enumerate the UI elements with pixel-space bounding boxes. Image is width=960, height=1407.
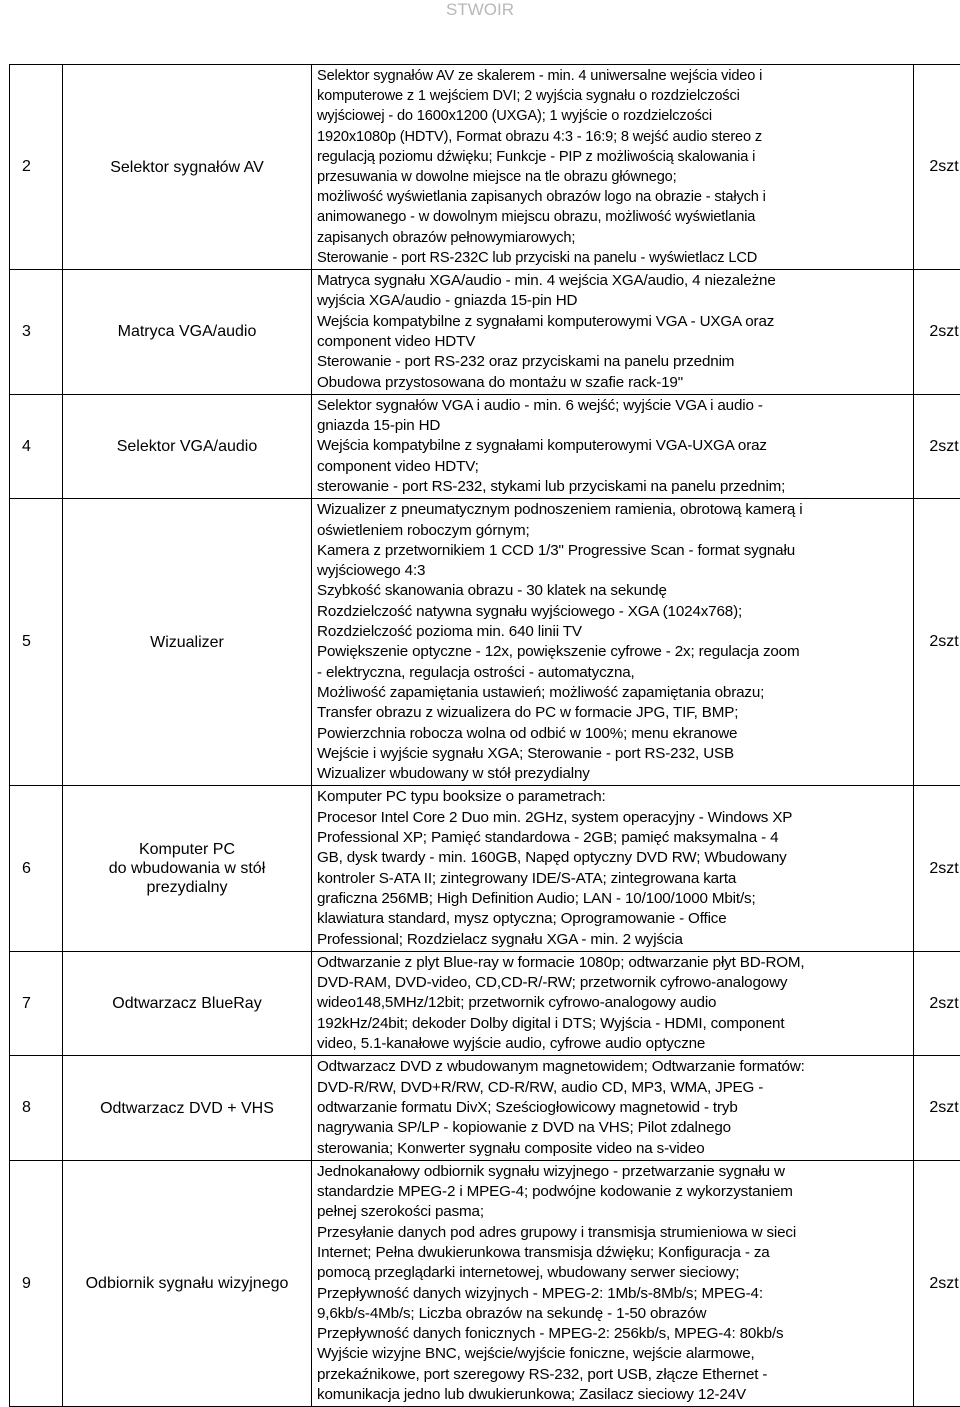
item-description: [312, 270, 914, 395]
item-name: [63, 270, 312, 395]
description-line: Kamera z przetwornikiem 1 CCD 1/3" Progressive Scan - format sygnału: [317, 541, 909, 561]
item-description: [312, 1160, 914, 1407]
description-line: Powiększenie optyczne - 12x, powiększenie cyfrowe - 2x; regulacja zoom: [317, 642, 909, 662]
description-line: wideo148,5MHz/12bit; przetwornik cyfrowo-analogowy audio: [317, 993, 909, 1013]
item-number: 4: [10, 394, 63, 498]
item-description: [312, 394, 914, 498]
description-line: GB, dysk twardy - min. 160GB, Napęd optyczny DVD RW; Wbudowany: [317, 848, 909, 868]
description-line: Matryca sygnału XGA/audio - min. 4 wejścia XGA/audio, 4 niezależne: [317, 271, 909, 291]
item-name: [63, 951, 312, 1055]
description-line: sterowania; Konwerter sygnału composite video na s-video: [317, 1139, 909, 1159]
description-line: wyjściowego 4:3: [317, 561, 909, 581]
item-quantity: 2szt: [914, 65, 960, 270]
site-name: STWOIR: [446, 0, 514, 19]
item-number: 5: [10, 499, 63, 786]
description-line: Wejścia kompatybilne z sygnałami komputerowymi VGA - UXGA oraz: [317, 312, 909, 332]
item-name: [63, 1056, 312, 1160]
item-name-line: Odbiornik sygnału wizyjnego: [67, 1274, 307, 1293]
description-line: DVD-R/RW, DVD+R/RW, CD-R/RW, audio CD, MP3, WMA, JPEG -: [317, 1078, 909, 1098]
item-name-line: Matryca VGA/audio: [67, 322, 307, 341]
description-line: przekaźnikowe, port szeregowy RS-232, port USB, złącze Ethernet -: [317, 1365, 909, 1385]
description-line: zapisanych obrazów pełnowymiarowych;: [317, 228, 909, 248]
description-line: Selektor sygnałów AV ze skalerem - min. 4 uniwersalne wejścia video i: [317, 66, 909, 86]
item-name: [63, 1160, 312, 1407]
item-description: [312, 499, 914, 786]
description-line: Procesor Intel Core 2 Duo min. 2GHz, system operacyjny - Windows XP: [317, 808, 909, 828]
description-line: Selektor sygnałów VGA i audio - min. 6 wejść; wyjście VGA i audio -: [317, 396, 909, 416]
description-line: - elektryczna, regulacja ostrości - automatyczna,: [317, 663, 909, 683]
description-line: graficzna 256MB; High Definition Audio; LAN - 10/100/1000 Mbit/s;: [317, 889, 909, 909]
description-line: video, 5.1-kanałowe wyjście audio, cyfrowe audio optyczne: [317, 1034, 909, 1054]
table-row: [10, 786, 960, 951]
item-name: [63, 65, 312, 270]
description-line: regulacją poziomu dźwięku; Funkcje - PIP z możliwością skalowania i: [317, 147, 909, 167]
description-line: Transfer obrazu z wizualizera do PC w formacie JPG, TIF, BMP;: [317, 703, 909, 723]
description-line: Professional; Rozdzielacz sygnału XGA - min. 2 wyjścia: [317, 930, 909, 950]
description-line: pełnej szerokości pasma;: [317, 1202, 909, 1222]
description-line: Obudowa przystosowana do montażu w szafie rack-19": [317, 373, 909, 393]
description-line: Powierzchnia robocza wolna od odbić w 100%; menu ekranowe: [317, 724, 909, 744]
description-line: nagrywania SP/LP - kopiowanie z DVD na VHS; Pilot zdalnego: [317, 1118, 909, 1138]
description-line: component video HDTV: [317, 332, 909, 352]
item-number: 3: [10, 270, 63, 395]
description-line: Szybkość skanowania obrazu - 30 klatek na sekundę: [317, 581, 909, 601]
item-quantity: 2szt: [914, 786, 960, 951]
description-line: Wejścia kompatybilne z sygnałami komputerowymi VGA-UXGA oraz: [317, 436, 909, 456]
item-name-line: Selektor sygnałów AV: [67, 158, 307, 177]
description-line: Wejście i wyjście sygnału XGA; Sterowanie - port RS-232, USB: [317, 744, 909, 764]
description-line: oświetleniem roboczym górnym;: [317, 521, 909, 541]
table-row: [10, 394, 960, 498]
description-line: Sterowanie - port RS-232C lub przyciski na panelu - wyświetlacz LCD: [317, 248, 909, 268]
description-line: Sterowanie - port RS-232 oraz przyciskami na panelu przednim: [317, 352, 909, 372]
description-line: Rozdzielczość pozioma min. 640 linii TV: [317, 622, 909, 642]
description-line: Jednokanałowy odbiornik sygnału wizyjnego - przetwarzanie sygnału w: [317, 1162, 909, 1182]
item-name-line: Odtwarzacz BlueRay: [67, 994, 307, 1013]
description-line: 9,6kb/s-4Mb/s; Liczba obrazów na sekundę - 1-50 obrazów: [317, 1304, 909, 1324]
description-line: Komputer PC typu booksize o parametrach:: [317, 787, 909, 807]
item-name-line: Odtwarzacz DVD + VHS: [67, 1099, 307, 1118]
equipment-spec-table: [9, 64, 960, 1407]
description-line: DVD-RAM, DVD-video, CD,CD-R/-RW; przetwornik cyfrowo-analogowy: [317, 973, 909, 993]
description-line: Przepływność danych wizyjnych - MPEG-2: 1Mb/s-8Mb/s; MPEG-4:: [317, 1284, 909, 1304]
description-line: 192kHz/24bit; dekoder Dolby digital i DTS; Wyjścia - HDMI, component: [317, 1014, 909, 1034]
table-row: [10, 951, 960, 1055]
table-row: [10, 270, 960, 395]
site-header: [0, 0, 960, 24]
table-row: [10, 1056, 960, 1160]
description-line: kontroler S-ATA II; zintegrowany IDE/S-ATA; zintegrowana karta: [317, 869, 909, 889]
item-name-line: prezydialny: [67, 878, 307, 897]
description-line: component video HDTV;: [317, 457, 909, 477]
description-line: standardzie MPEG-2 i MPEG-4; podwójne kodowanie z wykorzystaniem: [317, 1182, 909, 1202]
description-line: Odtwarzacz DVD z wbudowanym magnetowidem; Odtwarzanie formatów:: [317, 1057, 909, 1077]
description-line: animowanego - w dowolnym miejscu obrazu, możliwość wyświetlania: [317, 207, 909, 227]
description-line: Wizualizer wbudowany w stół prezydialny: [317, 764, 909, 784]
description-line: Odtwarzanie z plyt Blue-ray w formacie 1080p; odtwarzanie płyt BD-ROM,: [317, 953, 909, 973]
description-line: 1920x1080p (HDTV), Format obrazu 4:3 - 16:9; 8 wejść audio stereo z: [317, 127, 909, 147]
description-line: Internet; Pełna dwukierunkowa transmisja dźwięku; Konfiguracja - za: [317, 1243, 909, 1263]
item-quantity: 2szt: [914, 1160, 960, 1407]
description-line: Professional XP; Pamięć standardowa - 2GB; pamięć maksymalna - 4: [317, 828, 909, 848]
item-quantity: 2szt: [914, 394, 960, 498]
description-line: Przepływność danych fonicznych - MPEG-2: 256kb/s, MPEG-4: 80kb/s: [317, 1324, 909, 1344]
item-number: 8: [10, 1056, 63, 1160]
item-number: 7: [10, 951, 63, 1055]
description-line: możliwość wyświetlania zapisanych obrazów logo na obrazie - stałych i: [317, 187, 909, 207]
item-number: 9: [10, 1160, 63, 1407]
item-description: [312, 951, 914, 1055]
item-number: 6: [10, 786, 63, 951]
item-quantity: 2szt: [914, 270, 960, 395]
description-line: odtwarzanie formatu DivX; Sześciogłowicowy magnetowid - tryb: [317, 1098, 909, 1118]
item-description: [312, 65, 914, 270]
description-line: Wyjście wizyjne BNC, wejście/wyjście foniczne, wejście alarmowe,: [317, 1344, 909, 1364]
item-description: [312, 1056, 914, 1160]
description-line: przesuwania w dowolne miejsce na tle obrazu głównego;: [317, 167, 909, 187]
description-line: wyjściowej - do 1600x1200 (UXGA); 1 wyjście o rozdzielczości: [317, 106, 909, 126]
item-name-line: Komputer PC: [67, 840, 307, 859]
item-name-line: Selektor VGA/audio: [67, 437, 307, 456]
description-line: Rozdzielczość natywna sygnału wyjściowego - XGA (1024x768);: [317, 602, 909, 622]
item-name: [63, 499, 312, 786]
description-line: wyjścia XGA/audio - gniazda 15-pin HD: [317, 291, 909, 311]
item-description: [312, 786, 914, 951]
spec-table-body: [10, 65, 960, 1407]
item-quantity: 2szt: [914, 1056, 960, 1160]
table-row: [10, 499, 960, 786]
item-number: 2: [10, 65, 63, 270]
item-name: [63, 786, 312, 951]
item-name: [63, 394, 312, 498]
item-name-line: Wizualizer: [67, 633, 307, 652]
description-line: klawiatura standard, mysz optyczna; Oprogramowanie - Office: [317, 909, 909, 929]
description-line: Możliwość zapamiętania ustawień; możliwość zapamiętania obrazu;: [317, 683, 909, 703]
item-quantity: 2szt: [914, 499, 960, 786]
item-quantity: 2szt: [914, 951, 960, 1055]
description-line: komputerowe z 1 wejściem DVI; 2 wyjścia sygnału o rozdzielczości: [317, 86, 909, 106]
description-line: gniazda 15-pin HD: [317, 416, 909, 436]
table-row: [10, 65, 960, 270]
item-name-line: do wbudowania w stół: [67, 859, 307, 878]
description-line: sterowanie - port RS-232, stykami lub przyciskami na panelu przednim;: [317, 477, 909, 497]
description-line: pomocą przeglądarki internetowej, wbudowany serwer sieciowy;: [317, 1263, 909, 1283]
description-line: komunikacja jedno lub dwukierunkowa; Zasilacz sieciowy 12-24V: [317, 1385, 909, 1405]
description-line: Wizualizer z pneumatycznym podnoszeniem ramienia, obrotową kamerą i: [317, 500, 909, 520]
description-line: Przesyłanie danych pod adres grupowy i transmisja strumieniowa w sieci: [317, 1223, 909, 1243]
table-row: [10, 1160, 960, 1407]
